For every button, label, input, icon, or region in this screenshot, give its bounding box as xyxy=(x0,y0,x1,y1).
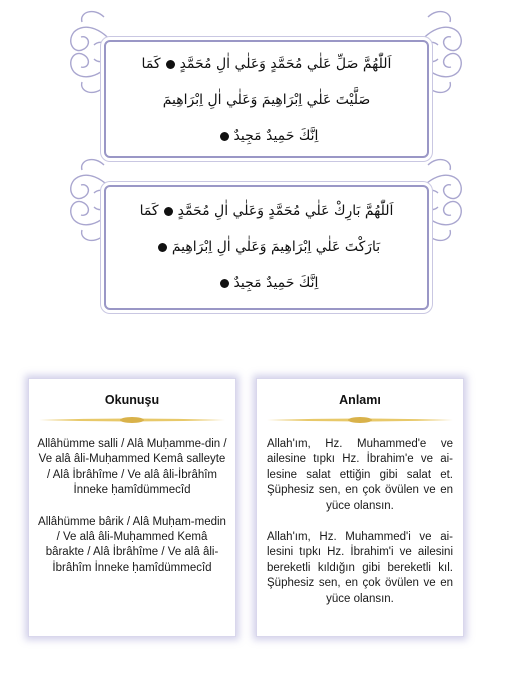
divider-ornament-icon xyxy=(39,415,225,425)
barik-line3: اِنَّكَ حَمِيدٌ مَجِيدٌ xyxy=(233,275,319,291)
bullet-icon xyxy=(158,243,167,252)
anlami-para2: Allah'ım, Hz. Muhammed'i ve ai-lesini tıpkı Hz. İbrahim'i ve ailesini bereketli kıldığın gibi bereketli kıl. Şüphesiz sen, en çok övülen ve en yüce olansın. xyxy=(267,531,453,605)
salli-line1-end: كَمَا xyxy=(141,56,161,72)
salli-line3: اِنَّكَ حَمِيدٌ مَجِيدٌ xyxy=(233,128,319,144)
salli-line1: اَللّٰهُمَّ صَلِّ عَلٰي مُحَمَّدٍ وَعَلٰي اٰلِ مُحَمَّدٍ xyxy=(179,56,392,72)
bullet-icon xyxy=(220,132,229,141)
okunusu-card xyxy=(28,378,236,637)
barik-line1: اَللّٰهُمَّ بَارِكْ عَلٰي مُحَمَّدٍ وَعَلٰي اٰلِ مُحَمَّدٍ xyxy=(177,203,394,219)
bullet-icon xyxy=(166,60,175,69)
okunusu-para2: Allâhümme bârik / Alâ Muḥam-medin / Ve alâ âli-Muḥammed Kemâ bârakte / Alâ İbrâhîme / Ve alâ âli-İbrâhîm İnneke ḥamîdümmecîd xyxy=(38,515,226,574)
salli-line2: صَلَّيْتَ عَلٰي اِبْرَاهِيمَ وَعَلٰي اٰلِ اِبْرَاهِيمَ xyxy=(162,92,371,108)
okunusu-body xyxy=(37,437,227,592)
okunusu-para1: Allâhümme salli / Alâ Muḥamme-din / Ve alâ âli-Muḥammed Kemâ salleyte / Alâ İbrâhîme / Ve alâ âli-İbrâhîm İnneke ḥamîdümmecîd xyxy=(37,438,227,497)
barik-dua-frame xyxy=(104,185,429,310)
anlami-para1: Allah'ım, Hz. Muhammed'e ve ailesine tıpkı Hz. İbrahim'e ve ai-lesine salat ettiğin gibi salat et. Şüphesiz sen, en çok övülen ve en yüce olansın. xyxy=(267,438,453,512)
okunusu-title: Okunuşu xyxy=(104,393,160,407)
anlami-body xyxy=(267,437,453,623)
bullet-icon xyxy=(220,279,229,288)
anlami-title: Anlamı xyxy=(339,393,381,407)
barik-dua-text xyxy=(114,193,419,301)
salli-dua-frame xyxy=(104,40,429,158)
barik-line2: بَارَكْتَ عَلٰي اِبْرَاهِيمَ وَعَلٰي اٰلِ اِبْرَاهِيمَ xyxy=(171,239,381,255)
bullet-icon xyxy=(164,207,173,216)
barik-line1-end: كَمَا xyxy=(139,203,159,219)
salli-dua-text xyxy=(114,46,419,154)
divider-ornament-icon xyxy=(267,415,453,425)
anlami-card xyxy=(256,378,464,637)
